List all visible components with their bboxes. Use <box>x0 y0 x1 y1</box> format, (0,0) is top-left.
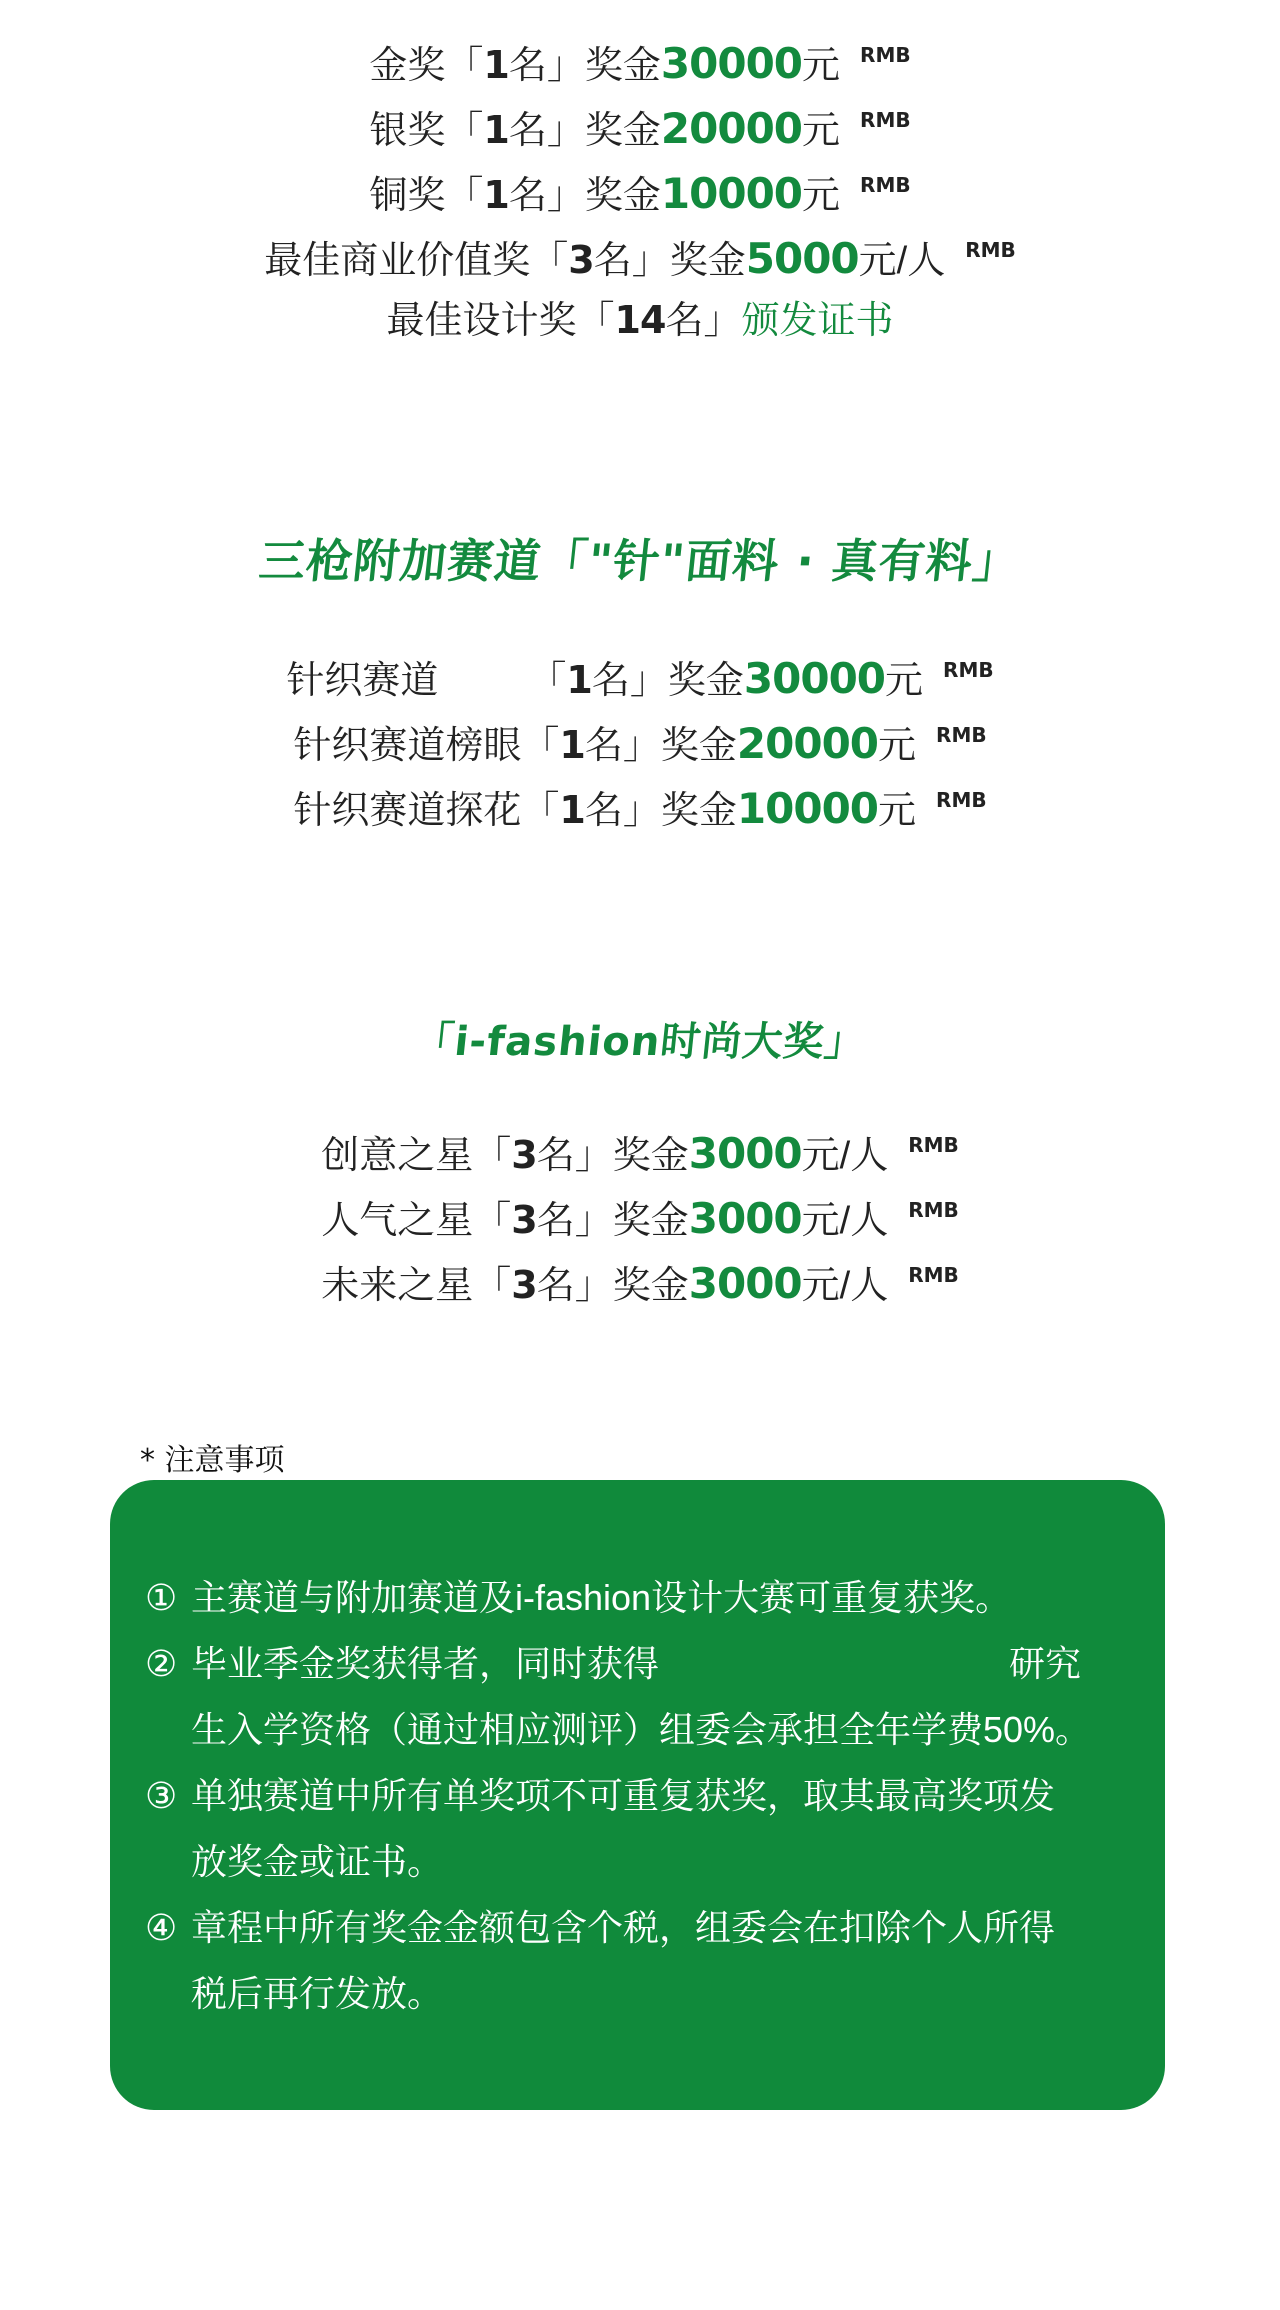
award-label: 奖金 <box>612 1200 689 1242</box>
award-unit: 元/人 <box>801 1135 889 1177</box>
award-name: 银奖 <box>369 110 446 152</box>
award-label: 奖金 <box>584 110 661 152</box>
award-line-bronze: 铜奖「1名」奖金10000元 $^{RMB}$ <box>369 169 911 218</box>
knit-award-line: 针织赛道探花「1名」奖金10000元 $^{RMB}$ <box>293 784 987 833</box>
award-count: 1 <box>483 173 509 217</box>
award-unit: 元/人 <box>801 1200 889 1242</box>
award-amount: 3000 <box>688 1259 802 1308</box>
award-amount: 10000 <box>660 169 803 218</box>
ifashion-title: 「i-fashion时尚大奖」 <box>411 1019 868 1065</box>
award-amount: 3000 <box>688 1129 802 1178</box>
notice-text: 主赛道与附加赛道及i-fashion设计大赛可重复获奖。 <box>191 1577 1012 1618</box>
award-name: 最佳设计奖 <box>386 300 577 342</box>
notice-item-2 <box>145 1631 1081 1697</box>
award-label: 奖金 <box>660 790 737 832</box>
award-count: 3 <box>511 1133 537 1177</box>
ifashion-award-line: 创意之星「3名」奖金3000元/人 $^{RMB}$ <box>321 1129 959 1178</box>
notice-text: 研究 <box>1009 1643 1082 1684</box>
award-name: 最佳商业价值奖 <box>264 240 531 282</box>
award-unit: 元/人 <box>801 1265 889 1307</box>
notice-text: 毕业季金奖获得者，同时获得 <box>191 1643 660 1684</box>
notice-item-2-cont: 生入学资格（通过相应测评）组委会承担全年学费50%。 <box>191 1709 1092 1750</box>
ifashion-award-line: 未来之星「3名」奖金3000元/人 $^{RMB}$ <box>321 1259 959 1308</box>
currency-label: RMB <box>908 1263 959 1287</box>
award-amount: 3000 <box>688 1194 802 1243</box>
currency-label: RMB <box>860 173 911 197</box>
currency-label: RMB <box>908 1198 959 1222</box>
award-name: 针织赛道榜眼 <box>293 725 522 767</box>
award-amount: 20000 <box>736 719 879 768</box>
award-count: 3 <box>568 238 594 282</box>
award-label: 奖金 <box>584 175 661 217</box>
notice-number: ④ <box>145 1907 178 1948</box>
award-label: 奖金 <box>612 1265 689 1307</box>
currency-label: RMB <box>943 658 994 682</box>
award-count: 14 <box>614 298 666 342</box>
award-name: 金奖 <box>369 45 446 87</box>
award-amount: 10000 <box>736 784 879 833</box>
award-unit: 元 <box>878 790 917 832</box>
award-count: 1 <box>483 108 509 152</box>
award-count: 1 <box>559 788 585 832</box>
award-amount: 30000 <box>743 654 886 703</box>
award-unit: 元 <box>802 45 841 87</box>
award-count: 1 <box>559 723 585 767</box>
award-line-business: 最佳商业价值奖「3名」奖金5000元/人 $^{RMB}$ <box>264 234 1016 283</box>
notice-text: 单独赛道中所有单奖项不可重复获奖，取其最高奖项发 <box>191 1775 1056 1816</box>
currency-label: RMB <box>860 108 911 132</box>
award-amount: 30000 <box>660 39 803 88</box>
knit-track-title: 三枪附加赛道「"针"面料 · 真有料」 <box>256 534 1023 588</box>
notice-number: ② <box>145 1643 178 1684</box>
currency-label: RMB <box>965 238 1016 262</box>
award-line-design: 最佳设计奖「14名」颁发证书 <box>386 298 894 342</box>
currency-label: RMB <box>908 1133 959 1157</box>
award-unit: 元 <box>802 175 841 217</box>
award-unit: 元 <box>885 660 924 702</box>
award-unit: 元 <box>878 725 917 767</box>
currency-label: RMB <box>936 788 987 812</box>
award-name: 针织赛道探花 <box>293 790 522 832</box>
award-label: 奖金 <box>667 660 744 702</box>
award-amount: 5000 <box>745 234 859 283</box>
notice-item-3-cont: 放奖金或证书。 <box>191 1841 444 1882</box>
ifashion-award-line: 人气之星「3名」奖金3000元/人 $^{RMB}$ <box>321 1194 959 1243</box>
notice-item-1 <box>145 1565 1011 1631</box>
award-name: 未来之星 <box>321 1265 474 1307</box>
award-count: 1 <box>566 658 592 702</box>
award-count: 3 <box>511 1263 537 1307</box>
award-name: 人气之星 <box>321 1200 474 1242</box>
knit-award-line: 针织赛道 「1名」奖金30000元 $^{RMB}$ <box>286 654 994 703</box>
award-reward: 颁发证书 <box>741 300 894 342</box>
award-label: 奖金 <box>584 45 661 87</box>
notice-number: ③ <box>145 1775 178 1816</box>
currency-label: RMB <box>936 723 987 747</box>
award-line-gold: 金奖「1名」奖金30000元 $^{RMB}$ <box>369 39 911 88</box>
award-unit: 元 <box>802 110 841 152</box>
award-label: 奖金 <box>669 240 746 282</box>
notice-item-4 <box>145 1895 1055 1961</box>
award-line-silver: 银奖「1名」奖金20000元 $^{RMB}$ <box>369 104 911 153</box>
award-unit: 元/人 <box>858 240 946 282</box>
award-name: 铜奖 <box>369 175 446 217</box>
notice-number: ① <box>145 1577 178 1618</box>
award-label: 奖金 <box>612 1135 689 1177</box>
award-label: 奖金 <box>660 725 737 767</box>
notice-label: * 注意事项 <box>140 1443 285 1478</box>
award-name: 创意之星 <box>321 1135 474 1177</box>
knit-award-line: 针织赛道榜眼「1名」奖金20000元 $^{RMB}$ <box>293 719 987 768</box>
award-name: 针织赛道 <box>286 660 439 702</box>
award-count: 3 <box>511 1198 537 1242</box>
notice-item-3 <box>145 1763 1055 1829</box>
notice-text: 章程中所有奖金金额包含个税，组委会在扣除个人所得 <box>191 1907 1056 1948</box>
award-count: 1 <box>483 43 509 87</box>
notice-item-4-cont: 税后再行发放。 <box>191 1973 444 2014</box>
currency-label: RMB <box>860 43 911 67</box>
award-amount: 20000 <box>660 104 803 153</box>
